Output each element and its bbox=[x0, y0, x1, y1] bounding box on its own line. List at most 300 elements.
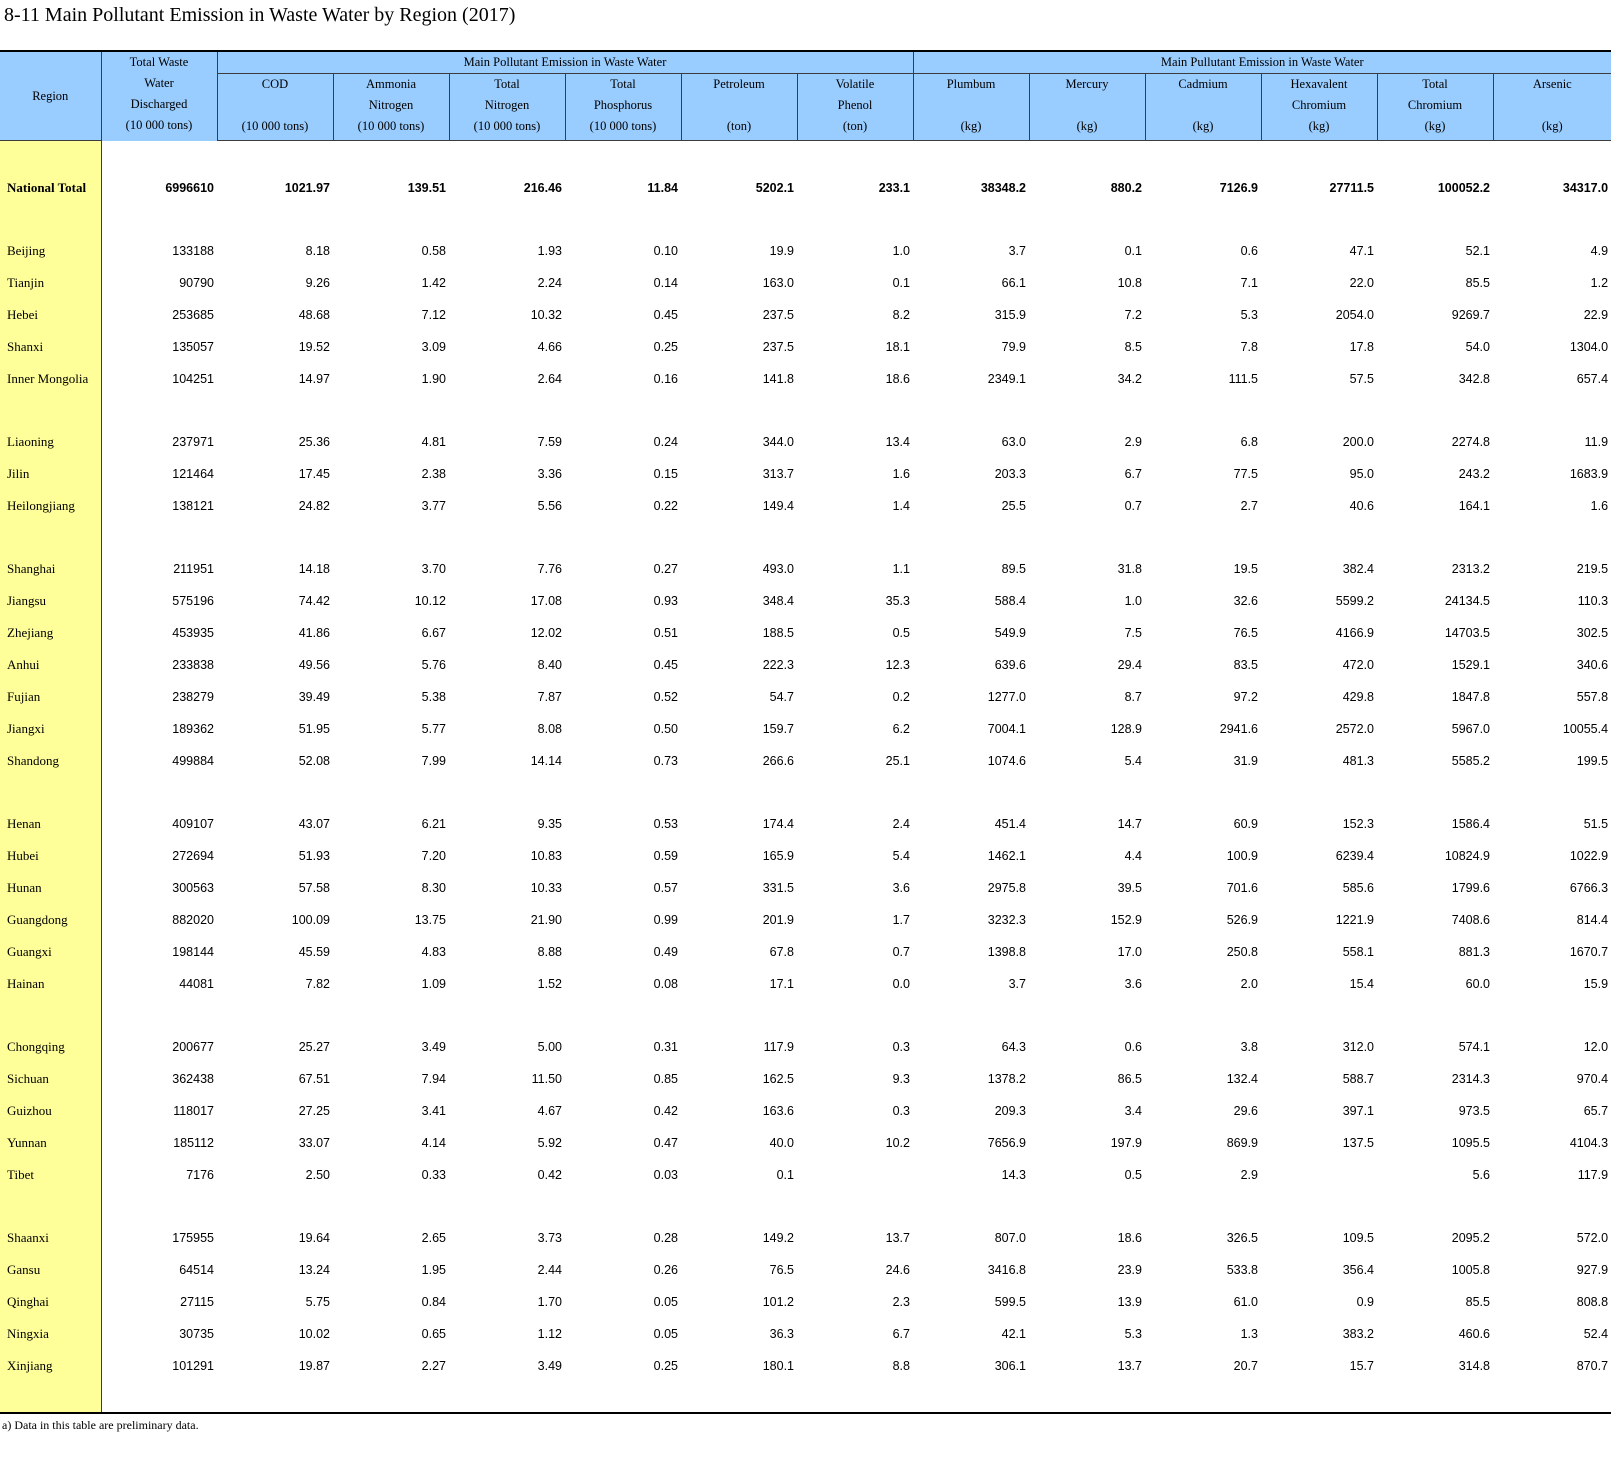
cell-plumbum: 7004.1 bbox=[987, 722, 1026, 736]
cell-total-phosphorus: 0.93 bbox=[653, 594, 678, 608]
region-name: Shanxi bbox=[0, 331, 101, 363]
cell-ammonia-nitrogen: 4.14 bbox=[421, 1136, 446, 1150]
cell-plumbum: 89.5 bbox=[1001, 562, 1026, 576]
cell-arsenic: 199.5 bbox=[1576, 754, 1609, 768]
cell-petroleum: 237.5 bbox=[762, 340, 794, 354]
cell-total-chromium: 2095.2 bbox=[1451, 1231, 1490, 1245]
cell-ammonia-nitrogen: 0.33 bbox=[421, 1168, 446, 1182]
spacer-row bbox=[0, 395, 1611, 426]
cell-volatile-phenol: 2.4 bbox=[892, 817, 910, 831]
column-header-volatile-phenol: Volatile Phenol (ton) bbox=[797, 74, 913, 141]
cell-petroleum: 17.1 bbox=[769, 977, 794, 991]
region-name: Hebei bbox=[0, 299, 101, 331]
cell-mercury: 23.9 bbox=[1117, 1263, 1142, 1277]
cell-cadmium: 60.9 bbox=[1233, 817, 1258, 831]
region-name: Xinjiang bbox=[0, 1350, 101, 1382]
table-row bbox=[0, 840, 1611, 872]
cell-cadmium: 111.5 bbox=[1228, 372, 1258, 386]
cell-arsenic: 572.0 bbox=[1576, 1231, 1609, 1245]
cell-arsenic: 15.9 bbox=[1583, 977, 1609, 991]
cell-total-nitrogen: 21.90 bbox=[530, 913, 562, 927]
table-row bbox=[0, 745, 1611, 777]
cell-total-nitrogen: 3.49 bbox=[537, 1359, 562, 1373]
cell-petroleum: 493.0 bbox=[762, 562, 794, 576]
cell-cadmium: 2.7 bbox=[1240, 499, 1258, 513]
cell-cod: 5.75 bbox=[305, 1295, 330, 1309]
cell-hexavalent-chromium: 0.9 bbox=[1356, 1295, 1374, 1309]
region-name: Chongqing bbox=[0, 1031, 101, 1063]
table-row bbox=[0, 363, 1611, 395]
cell-total-nitrogen: 9.35 bbox=[537, 817, 562, 831]
cell-total-phosphorus: 0.26 bbox=[653, 1263, 678, 1277]
cell-volatile-phenol: 0.3 bbox=[892, 1104, 910, 1118]
cell-arsenic: 927.9 bbox=[1576, 1263, 1609, 1277]
cell-ammonia-nitrogen: 139.51 bbox=[407, 181, 446, 195]
cell-mercury: 8.7 bbox=[1124, 690, 1142, 704]
cell-arsenic: 4.9 bbox=[1590, 244, 1609, 258]
cell-cadmium: 3.8 bbox=[1240, 1040, 1258, 1054]
cell-petroleum: 165.9 bbox=[762, 849, 794, 863]
cell-total-nitrogen: 5.00 bbox=[537, 1040, 562, 1054]
cell-petroleum: 117.9 bbox=[763, 1040, 794, 1054]
cell-plumbum: 203.3 bbox=[994, 467, 1026, 481]
cell-hexavalent-chromium: 40.6 bbox=[1349, 499, 1374, 513]
cell-mercury: 152.9 bbox=[1110, 913, 1142, 927]
spacer-row bbox=[0, 1191, 1611, 1222]
cell-ammonia-nitrogen: 2.65 bbox=[421, 1231, 446, 1245]
cell-total-chromium: 243.2 bbox=[1458, 467, 1490, 481]
cell-total-nitrogen: 5.56 bbox=[537, 499, 562, 513]
cell-total-waste-water: 499884 bbox=[172, 754, 214, 768]
cell-total-nitrogen: 4.66 bbox=[537, 340, 562, 354]
cell-arsenic: 4104.3 bbox=[1569, 1136, 1609, 1150]
region-name: Anhui bbox=[0, 649, 101, 681]
cell-hexavalent-chromium bbox=[1261, 1159, 1377, 1191]
cell-total-chromium: 1529.1 bbox=[1451, 658, 1490, 672]
national-total-row bbox=[0, 172, 1611, 204]
cell-mercury: 17.0 bbox=[1117, 945, 1142, 959]
cell-plumbum: 306.1 bbox=[994, 1359, 1026, 1373]
cell-total-phosphorus: 0.47 bbox=[653, 1136, 678, 1150]
region-name: National Total bbox=[0, 172, 101, 204]
cell-total-chromium: 7408.6 bbox=[1451, 913, 1490, 927]
cell-plumbum: 1462.1 bbox=[987, 849, 1026, 863]
table-row bbox=[0, 1318, 1611, 1350]
cell-total-phosphorus: 0.24 bbox=[653, 435, 678, 449]
column-header-cadmium: Cadmium (kg) bbox=[1145, 74, 1261, 141]
table-row bbox=[0, 1286, 1611, 1318]
cell-cod: 17.45 bbox=[298, 467, 330, 481]
cell-mercury: 10.8 bbox=[1117, 276, 1142, 290]
cell-total-nitrogen: 11.50 bbox=[531, 1072, 562, 1086]
region-name: Ningxia bbox=[0, 1318, 101, 1350]
cell-total-phosphorus: 0.99 bbox=[653, 913, 678, 927]
cell-total-nitrogen: 8.40 bbox=[537, 658, 562, 672]
cell-total-phosphorus: 0.05 bbox=[653, 1295, 678, 1309]
cell-arsenic: 12.0 bbox=[1583, 1040, 1609, 1054]
cell-total-waste-water: 453935 bbox=[172, 626, 214, 640]
column-header-mercury: Mercury (kg) bbox=[1029, 74, 1145, 141]
cell-plumbum: 79.9 bbox=[1001, 340, 1026, 354]
cell-petroleum: 162.5 bbox=[762, 1072, 794, 1086]
cell-mercury: 1.0 bbox=[1124, 594, 1142, 608]
cell-total-waste-water: 362438 bbox=[172, 1072, 214, 1086]
cell-plumbum: 7656.9 bbox=[987, 1136, 1026, 1150]
cell-volatile-phenol: 13.7 bbox=[885, 1231, 910, 1245]
cell-petroleum: 348.4 bbox=[762, 594, 794, 608]
cell-mercury: 0.5 bbox=[1124, 1168, 1142, 1182]
cell-plumbum: 1378.2 bbox=[987, 1072, 1026, 1086]
cell-cod: 25.36 bbox=[298, 435, 330, 449]
cell-plumbum: 588.4 bbox=[994, 594, 1026, 608]
cell-volatile-phenol: 8.2 bbox=[892, 308, 910, 322]
cell-petroleum: 5202.1 bbox=[755, 181, 794, 195]
cell-hexavalent-chromium: 558.1 bbox=[1342, 945, 1374, 959]
cell-total-chromium: 10824.9 bbox=[1444, 849, 1490, 863]
cell-hexavalent-chromium: 27711.5 bbox=[1329, 181, 1374, 195]
cell-hexavalent-chromium: 109.5 bbox=[1342, 1231, 1374, 1245]
cell-total-phosphorus: 0.45 bbox=[653, 308, 678, 322]
cell-total-phosphorus: 0.16 bbox=[653, 372, 678, 386]
cell-total-phosphorus: 0.42 bbox=[653, 1104, 678, 1118]
cell-total-chromium: 1799.6 bbox=[1451, 881, 1490, 895]
cell-arsenic: 302.5 bbox=[1576, 626, 1609, 640]
cell-mercury: 86.5 bbox=[1117, 1072, 1142, 1086]
table-row bbox=[0, 904, 1611, 936]
cell-cadmium: 7.1 bbox=[1240, 276, 1258, 290]
cell-cadmium: 2941.6 bbox=[1219, 722, 1258, 736]
cell-total-nitrogen: 1.12 bbox=[537, 1327, 562, 1341]
cell-cod: 45.59 bbox=[298, 945, 330, 959]
cell-hexavalent-chromium: 6239.4 bbox=[1335, 849, 1374, 863]
cell-cadmium: 132.4 bbox=[1226, 1072, 1258, 1086]
cell-total-chromium: 5967.0 bbox=[1451, 722, 1490, 736]
cell-cod: 74.42 bbox=[298, 594, 330, 608]
cell-total-waste-water: 189362 bbox=[172, 722, 214, 736]
cell-cod: 14.97 bbox=[298, 372, 330, 386]
cell-total-nitrogen: 8.88 bbox=[537, 945, 562, 959]
cell-petroleum: 266.6 bbox=[762, 754, 794, 768]
cell-volatile-phenol: 10.2 bbox=[885, 1136, 910, 1150]
table-row bbox=[0, 936, 1611, 968]
cell-total-waste-water: 238279 bbox=[172, 690, 214, 704]
cell-arsenic: 65.7 bbox=[1583, 1104, 1609, 1118]
cell-arsenic: 11.9 bbox=[1584, 435, 1609, 449]
cell-hexavalent-chromium: 429.8 bbox=[1342, 690, 1374, 704]
cell-ammonia-nitrogen: 0.84 bbox=[421, 1295, 446, 1309]
cell-total-nitrogen: 4.67 bbox=[537, 1104, 562, 1118]
region-name: Guangxi bbox=[0, 936, 101, 968]
cell-cadmium: 32.6 bbox=[1233, 594, 1258, 608]
cell-plumbum: 1074.6 bbox=[987, 754, 1026, 768]
cell-petroleum: 188.5 bbox=[762, 626, 794, 640]
cell-arsenic: 1683.9 bbox=[1569, 467, 1609, 481]
cell-volatile-phenol: 18.1 bbox=[885, 340, 910, 354]
cell-total-waste-water: 104251 bbox=[172, 372, 214, 386]
cell-arsenic: 1022.9 bbox=[1569, 849, 1609, 863]
cell-total-waste-water: 175955 bbox=[172, 1231, 214, 1245]
cell-cod: 1021.97 bbox=[284, 181, 330, 195]
cell-total-nitrogen: 8.08 bbox=[537, 722, 562, 736]
cell-plumbum: 3232.3 bbox=[987, 913, 1026, 927]
cell-total-phosphorus: 0.27 bbox=[653, 562, 678, 576]
table-row bbox=[0, 331, 1611, 363]
region-name: Guangdong bbox=[0, 904, 101, 936]
cell-arsenic: 22.9 bbox=[1583, 308, 1609, 322]
cell-total-chromium: 100052.2 bbox=[1437, 181, 1490, 195]
cell-total-waste-water: 44081 bbox=[179, 977, 214, 991]
cell-ammonia-nitrogen: 0.58 bbox=[421, 244, 446, 258]
column-header-total-chromium: Total Chromium (kg) bbox=[1377, 74, 1493, 141]
cell-petroleum: 141.8 bbox=[762, 372, 794, 386]
cell-mercury: 13.7 bbox=[1117, 1359, 1142, 1373]
cell-total-nitrogen: 2.64 bbox=[537, 372, 562, 386]
cell-arsenic: 870.7 bbox=[1576, 1359, 1609, 1373]
cell-cadmium: 31.9 bbox=[1233, 754, 1258, 768]
cell-mercury: 29.4 bbox=[1117, 658, 1142, 672]
cell-cod: 67.51 bbox=[298, 1072, 330, 1086]
cell-petroleum: 76.5 bbox=[769, 1263, 794, 1277]
cell-cadmium: 19.5 bbox=[1233, 562, 1258, 576]
cell-cod: 51.95 bbox=[298, 722, 330, 736]
cell-plumbum: 64.3 bbox=[1001, 1040, 1026, 1054]
cell-total-nitrogen: 14.14 bbox=[530, 754, 562, 768]
cell-hexavalent-chromium: 15.4 bbox=[1349, 977, 1374, 991]
cell-total-chromium: 54.0 bbox=[1465, 340, 1490, 354]
cell-ammonia-nitrogen: 1.09 bbox=[421, 977, 446, 991]
cell-ammonia-nitrogen: 1.90 bbox=[421, 372, 446, 386]
cell-petroleum: 344.0 bbox=[762, 435, 794, 449]
cell-arsenic: 657.4 bbox=[1576, 372, 1609, 386]
cell-cadmium: 29.6 bbox=[1233, 1104, 1258, 1118]
table-row bbox=[0, 872, 1611, 904]
cell-total-nitrogen: 7.59 bbox=[537, 435, 562, 449]
cell-total-waste-water: 409107 bbox=[172, 817, 214, 831]
cell-arsenic: 52.4 bbox=[1583, 1327, 1609, 1341]
region-name: Sichuan bbox=[0, 1063, 101, 1095]
table-row bbox=[0, 1127, 1611, 1159]
cell-total-waste-water: 133188 bbox=[172, 244, 214, 258]
cell-volatile-phenol: 1.4 bbox=[892, 499, 910, 513]
cell-cadmium: 7126.9 bbox=[1219, 181, 1258, 195]
cell-cod: 100.09 bbox=[291, 913, 330, 927]
cell-cadmium: 2.0 bbox=[1240, 977, 1258, 991]
cell-volatile-phenol: 35.3 bbox=[885, 594, 910, 608]
cell-volatile-phenol: 18.6 bbox=[885, 372, 910, 386]
cell-total-waste-water: 138121 bbox=[172, 499, 214, 513]
cell-mercury: 3.4 bbox=[1124, 1104, 1142, 1118]
cell-hexavalent-chromium: 152.3 bbox=[1342, 817, 1374, 831]
region-name: Shaanxi bbox=[0, 1222, 101, 1254]
cell-cadmium: 0.6 bbox=[1240, 244, 1258, 258]
cell-ammonia-nitrogen: 4.81 bbox=[421, 435, 446, 449]
cell-arsenic: 110.3 bbox=[1577, 594, 1609, 608]
cell-plumbum: 63.0 bbox=[1001, 435, 1026, 449]
cell-petroleum: 54.7 bbox=[769, 690, 794, 704]
cell-total-chromium: 1847.8 bbox=[1451, 690, 1490, 704]
cell-volatile-phenol: 25.1 bbox=[885, 754, 910, 768]
cell-ammonia-nitrogen: 5.77 bbox=[421, 722, 446, 736]
cell-ammonia-nitrogen: 7.12 bbox=[421, 308, 446, 322]
cell-arsenic: 51.5 bbox=[1583, 817, 1609, 831]
cell-plumbum: 1277.0 bbox=[987, 690, 1026, 704]
cell-total-nitrogen: 2.24 bbox=[537, 276, 562, 290]
cell-total-chromium: 5.6 bbox=[1472, 1168, 1490, 1182]
cell-total-phosphorus: 0.05 bbox=[653, 1327, 678, 1341]
cell-mercury: 34.2 bbox=[1117, 372, 1142, 386]
cell-total-chromium: 1586.4 bbox=[1451, 817, 1490, 831]
table-row bbox=[0, 1063, 1611, 1095]
cell-volatile-phenol: 5.4 bbox=[892, 849, 910, 863]
spacer-row bbox=[0, 522, 1611, 553]
cell-arsenic: 340.6 bbox=[1576, 658, 1609, 672]
cell-mercury: 2.9 bbox=[1124, 435, 1142, 449]
region-name: Qinghai bbox=[0, 1286, 101, 1318]
cell-mercury: 7.5 bbox=[1124, 626, 1142, 640]
cell-total-chromium: 1095.5 bbox=[1451, 1136, 1490, 1150]
cell-total-phosphorus: 0.03 bbox=[653, 1168, 678, 1182]
cell-total-chromium: 5585.2 bbox=[1451, 754, 1490, 768]
region-name: Fujian bbox=[0, 681, 101, 713]
cell-arsenic: 10055.4 bbox=[1562, 722, 1609, 736]
cell-total-waste-water: 135057 bbox=[172, 340, 214, 354]
cell-ammonia-nitrogen: 8.30 bbox=[421, 881, 446, 895]
cell-volatile-phenol: 6.2 bbox=[892, 722, 910, 736]
table-row bbox=[0, 585, 1611, 617]
cell-ammonia-nitrogen: 3.77 bbox=[421, 499, 446, 513]
cell-total-phosphorus: 0.08 bbox=[653, 977, 678, 991]
cell-total-phosphorus: 0.15 bbox=[653, 467, 678, 481]
cell-volatile-phenol: 6.7 bbox=[892, 1327, 910, 1341]
region-name: Heilongjiang bbox=[0, 490, 101, 522]
cell-total-phosphorus: 0.51 bbox=[653, 626, 678, 640]
cell-total-chromium: 342.8 bbox=[1458, 372, 1490, 386]
cell-total-waste-water: 237971 bbox=[172, 435, 214, 449]
cell-total-phosphorus: 0.57 bbox=[653, 881, 678, 895]
cell-hexavalent-chromium: 95.0 bbox=[1349, 467, 1374, 481]
spacer-row bbox=[0, 204, 1611, 235]
cell-hexavalent-chromium: 397.1 bbox=[1342, 1104, 1374, 1118]
cell-hexavalent-chromium: 2054.0 bbox=[1335, 308, 1374, 322]
cell-total-waste-water: 253685 bbox=[172, 308, 214, 322]
cell-cod: 48.68 bbox=[298, 308, 330, 322]
column-header-plumbum: Plumbum (kg) bbox=[913, 74, 1029, 141]
table-row bbox=[0, 617, 1611, 649]
cell-cadmium: 61.0 bbox=[1233, 1295, 1258, 1309]
cell-total-nitrogen: 10.32 bbox=[530, 308, 562, 322]
cell-mercury: 14.7 bbox=[1117, 817, 1142, 831]
cell-petroleum: 67.8 bbox=[769, 945, 794, 959]
cell-volatile-phenol: 1.1 bbox=[892, 562, 910, 576]
cell-total-chromium: 85.5 bbox=[1465, 276, 1490, 290]
cell-total-nitrogen: 3.73 bbox=[537, 1231, 562, 1245]
cell-total-chromium: 1005.8 bbox=[1451, 1263, 1490, 1277]
cell-plumbum: 14.3 bbox=[1001, 1168, 1026, 1182]
cell-ammonia-nitrogen: 2.38 bbox=[421, 467, 446, 481]
table-row bbox=[0, 1222, 1611, 1254]
cell-total-nitrogen: 17.08 bbox=[530, 594, 562, 608]
region-name: Henan bbox=[0, 808, 101, 840]
column-header-total-nitrogen: Total Nitrogen (10 000 tons) bbox=[449, 74, 565, 141]
cell-hexavalent-chromium: 47.1 bbox=[1349, 244, 1374, 258]
cell-volatile-phenol: 24.6 bbox=[885, 1263, 910, 1277]
cell-arsenic: 1670.7 bbox=[1569, 945, 1609, 959]
cell-cod: 51.93 bbox=[298, 849, 330, 863]
cell-total-phosphorus: 0.28 bbox=[653, 1231, 678, 1245]
region-name: Tianjin bbox=[0, 267, 101, 299]
cell-total-phosphorus: 0.25 bbox=[653, 340, 678, 354]
cell-cod: 13.24 bbox=[298, 1263, 330, 1277]
cell-total-waste-water: 30735 bbox=[179, 1327, 214, 1341]
cell-arsenic: 1.2 bbox=[1590, 276, 1609, 290]
cell-hexavalent-chromium: 2572.0 bbox=[1335, 722, 1374, 736]
cell-mercury: 31.8 bbox=[1117, 562, 1142, 576]
cell-total-phosphorus: 0.59 bbox=[653, 849, 678, 863]
cell-volatile-phenol: 3.6 bbox=[892, 881, 910, 895]
cell-total-phosphorus: 0.73 bbox=[653, 754, 678, 768]
cell-total-nitrogen: 1.70 bbox=[537, 1295, 562, 1309]
cell-ammonia-nitrogen: 6.21 bbox=[421, 817, 446, 831]
cell-cadmium: 326.5 bbox=[1226, 1231, 1258, 1245]
cell-ammonia-nitrogen: 3.70 bbox=[421, 562, 446, 576]
cell-arsenic: 219.5 bbox=[1576, 562, 1609, 576]
region-name: Hubei bbox=[0, 840, 101, 872]
spacer-row bbox=[0, 1000, 1611, 1031]
group-header-main-pollutant: Main Pollutant Emission in Waste Water bbox=[217, 51, 913, 74]
cell-cod: 25.27 bbox=[298, 1040, 330, 1054]
cell-petroleum: 163.6 bbox=[762, 1104, 794, 1118]
cell-hexavalent-chromium: 22.0 bbox=[1349, 276, 1374, 290]
cell-total-phosphorus: 0.31 bbox=[653, 1040, 678, 1054]
cell-cadmium: 76.5 bbox=[1233, 626, 1258, 640]
cell-petroleum: 19.9 bbox=[769, 244, 794, 258]
table-row bbox=[0, 649, 1611, 681]
cell-total-chromium: 2274.8 bbox=[1451, 435, 1490, 449]
cell-mercury: 6.7 bbox=[1124, 467, 1142, 481]
cell-total-phosphorus: 0.50 bbox=[653, 722, 678, 736]
table-row bbox=[0, 553, 1611, 585]
column-header-total-waste-water: Total Waste Water Discharged (10 000 tons) bbox=[101, 51, 217, 141]
region-name: Hunan bbox=[0, 872, 101, 904]
cell-volatile-phenol: 2.3 bbox=[892, 1295, 910, 1309]
cell-mercury: 197.9 bbox=[1110, 1136, 1142, 1150]
cell-hexavalent-chromium: 200.0 bbox=[1342, 435, 1374, 449]
cell-total-phosphorus: 0.53 bbox=[653, 817, 678, 831]
region-name: Zhejiang bbox=[0, 617, 101, 649]
cell-total-chromium: 60.0 bbox=[1465, 977, 1490, 991]
cell-volatile-phenol: 233.1 bbox=[878, 181, 910, 195]
cell-cadmium: 533.8 bbox=[1226, 1263, 1258, 1277]
table-row bbox=[0, 267, 1611, 299]
cell-total-phosphorus: 0.25 bbox=[653, 1359, 678, 1373]
cell-total-waste-water: 272694 bbox=[172, 849, 214, 863]
cell-volatile-phenol bbox=[797, 1159, 913, 1191]
cell-cod: 49.56 bbox=[298, 658, 330, 672]
region-name: Shandong bbox=[0, 745, 101, 777]
cell-volatile-phenol: 0.2 bbox=[892, 690, 910, 704]
cell-petroleum: 222.3 bbox=[762, 658, 794, 672]
cell-total-nitrogen: 0.42 bbox=[537, 1168, 562, 1182]
cell-total-chromium: 2314.3 bbox=[1451, 1072, 1490, 1086]
cell-hexavalent-chromium: 382.4 bbox=[1342, 562, 1374, 576]
cell-volatile-phenol: 0.7 bbox=[892, 945, 910, 959]
cell-total-phosphorus: 0.45 bbox=[653, 658, 678, 672]
cell-mercury: 0.7 bbox=[1124, 499, 1142, 513]
cell-ammonia-nitrogen: 1.42 bbox=[421, 276, 446, 290]
cell-mercury: 0.1 bbox=[1124, 244, 1142, 258]
cell-total-waste-water: 185112 bbox=[173, 1136, 214, 1150]
cell-plumbum: 2349.1 bbox=[987, 372, 1026, 386]
